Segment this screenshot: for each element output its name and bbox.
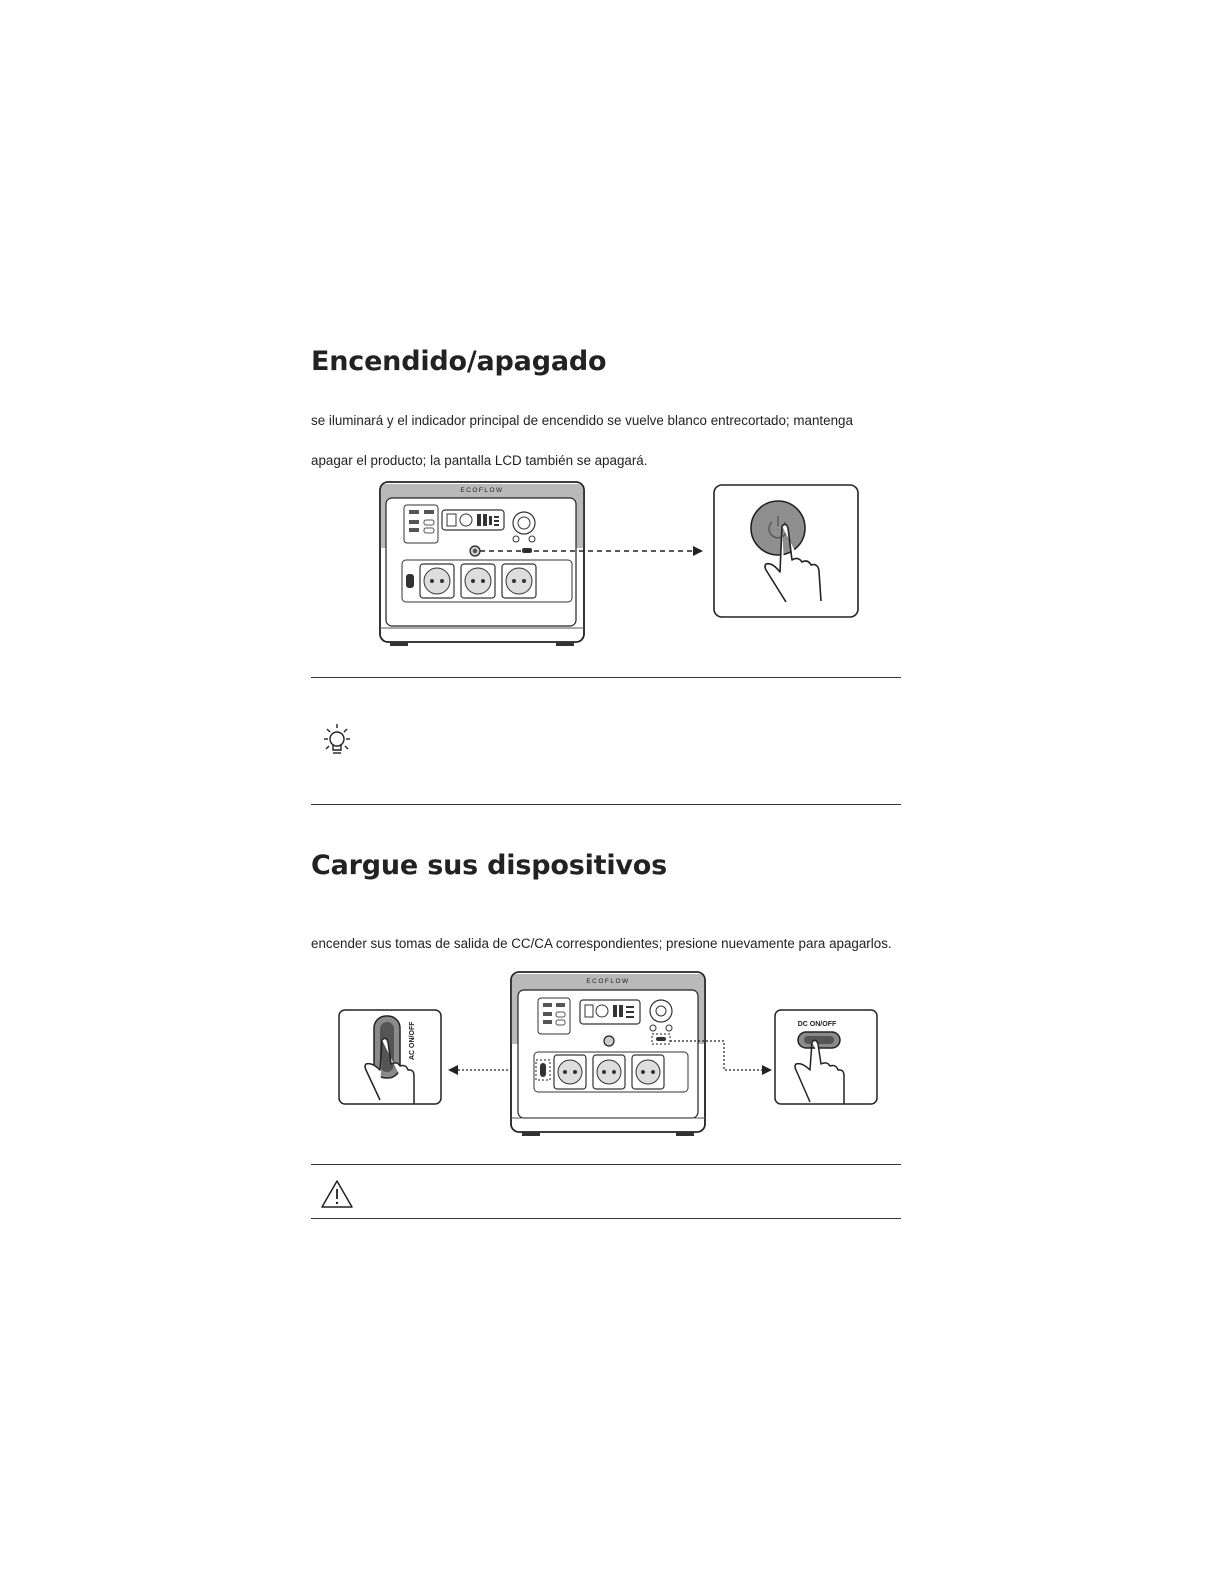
ac-button-label: AC ON/OFF	[409, 1021, 416, 1060]
power-station-front-view	[511, 972, 705, 1136]
device-brand-logo: ECOFLOW	[460, 487, 504, 494]
arrow-left-icon	[448, 1065, 458, 1075]
arrow-right-icon	[762, 1065, 772, 1075]
charge-instruction-line-1: encender sus tomas de salida de CC/CA correspondientes; presione nuevamente para apagarlos.	[311, 936, 892, 951]
dc-button-label: DC ON/OFF	[797, 1021, 837, 1028]
power-station-front-view	[380, 482, 584, 646]
tip-bottom-rule	[311, 804, 901, 805]
warning-bottom-rule	[311, 1218, 901, 1219]
tip-top-rule	[311, 677, 901, 678]
section-title-power: Encendido/apagado	[311, 346, 607, 377]
power-button-icon	[751, 501, 805, 555]
power-on-illustration	[370, 478, 870, 653]
output-buttons-illustration	[334, 968, 884, 1140]
power-instruction-line-2: apagar el producto; la pantalla LCD también se apagará.	[311, 453, 648, 468]
arrow-head-icon	[693, 546, 703, 556]
device-brand-logo: ECOFLOW	[586, 978, 630, 985]
lightbulb-icon	[320, 722, 354, 760]
warning-triangle-icon	[319, 1178, 355, 1210]
power-instruction-line-1: se iluminará y el indicador principal de encendido se vuelve blanco entrecortado; mantenga	[311, 413, 853, 428]
power-button-zoom-panel	[714, 485, 858, 617]
section-title-charge: Cargue sus dispositivos	[311, 850, 668, 881]
dc-button-zoom-panel	[775, 1010, 877, 1104]
warning-top-rule	[311, 1164, 901, 1165]
ac-button-zoom-panel	[339, 1010, 441, 1104]
